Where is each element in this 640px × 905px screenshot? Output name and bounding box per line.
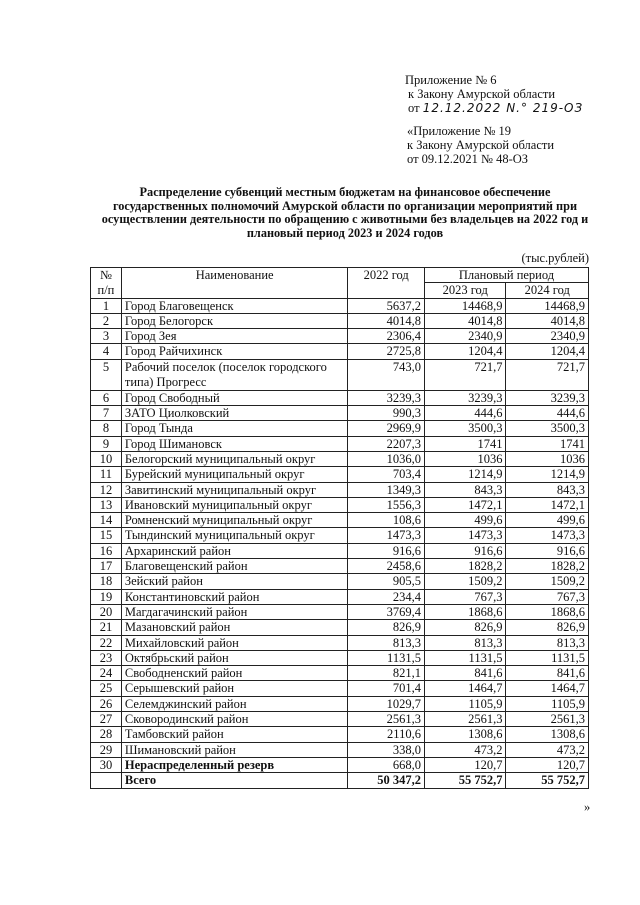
value-2023: 1308,6 xyxy=(424,727,506,742)
value-2024: 813,3 xyxy=(506,635,589,650)
table-row xyxy=(91,359,589,390)
value-2022: 2561,3 xyxy=(348,712,425,727)
value-2023: 444,6 xyxy=(424,406,506,421)
value-2023: 3239,3 xyxy=(424,390,506,405)
row-number: 28 xyxy=(91,727,122,742)
value-2023: 1464,7 xyxy=(424,681,506,696)
row-name: Мазановский район xyxy=(121,620,348,635)
closing-quote: » xyxy=(584,800,591,814)
value-2022: 821,1 xyxy=(348,666,425,681)
row-name: Город Белогорск xyxy=(121,313,348,328)
row-number: 23 xyxy=(91,650,122,665)
table-row xyxy=(91,513,589,528)
row-number: 29 xyxy=(91,742,122,757)
value-2024: 1509,2 xyxy=(506,574,589,589)
value-2024: 1828,2 xyxy=(506,559,589,574)
row-number: 19 xyxy=(91,589,122,604)
table-row xyxy=(91,574,589,589)
value-2024: 1473,3 xyxy=(506,528,589,543)
row-name: Зейский район xyxy=(121,574,348,589)
value-2022: 1349,3 xyxy=(348,482,425,497)
row-name: ЗАТО Циолковский xyxy=(121,406,348,421)
value-2022: 2725,8 xyxy=(348,344,425,359)
value-2024: 499,6 xyxy=(506,513,589,528)
row-name: Октябрьский район xyxy=(121,650,348,665)
value-2022: 4014,8 xyxy=(348,313,425,328)
value-2022: 813,3 xyxy=(348,635,425,650)
value-2023: 2340,9 xyxy=(424,329,506,344)
value-2023: 120,7 xyxy=(424,757,506,772)
value-2024: 1472,1 xyxy=(506,497,589,512)
value-2023: 1105,9 xyxy=(424,696,506,711)
row-number: 2 xyxy=(91,313,122,328)
table-row xyxy=(91,528,589,543)
table-row xyxy=(91,451,589,466)
header-plan-period: Плановый период xyxy=(424,268,588,283)
value-2023: 55 752,7 xyxy=(424,773,506,788)
value-2024: 4014,8 xyxy=(506,313,589,328)
header-num: № xyxy=(91,268,122,283)
row-number: 4 xyxy=(91,344,122,359)
row-number: 22 xyxy=(91,635,122,650)
table-row xyxy=(91,742,589,757)
value-2024: 444,6 xyxy=(506,406,589,421)
row-number: 30 xyxy=(91,757,122,772)
header-num2: п/п xyxy=(91,283,122,298)
value-2024: 1131,5 xyxy=(506,650,589,665)
table-row xyxy=(91,604,589,619)
value-2022: 1131,5 xyxy=(348,650,425,665)
row-number: 16 xyxy=(91,543,122,558)
value-2022: 1473,3 xyxy=(348,528,425,543)
law-date xyxy=(405,101,583,115)
appendix-number: Приложение № 6 xyxy=(405,73,497,87)
value-2023: 1214,9 xyxy=(424,467,506,482)
value-2024: 843,3 xyxy=(506,482,589,497)
handwritten-date-number: 12.12.2022 N.° 219-ОЗ xyxy=(422,101,584,115)
row-name: Магдагачинский район xyxy=(121,604,348,619)
row-name: Завитинский муниципальный округ xyxy=(121,482,348,497)
row-name: Нераспределенный резерв xyxy=(121,757,348,772)
row-number: 18 xyxy=(91,574,122,589)
table-row xyxy=(91,773,589,788)
table-row xyxy=(91,467,589,482)
value-2023: 1204,4 xyxy=(424,344,506,359)
table-row xyxy=(91,390,589,405)
table-row xyxy=(91,589,589,604)
header-2024: 2024 год xyxy=(506,283,589,298)
value-2022: 990,3 xyxy=(348,406,425,421)
value-2024: 1214,9 xyxy=(506,467,589,482)
row-name: Серышевский район xyxy=(121,681,348,696)
value-2022: 916,6 xyxy=(348,543,425,558)
value-2024: 767,3 xyxy=(506,589,589,604)
law-reference: к Закону Амурской области xyxy=(408,87,556,101)
value-2023: 1472,1 xyxy=(424,497,506,512)
value-2024: 1204,4 xyxy=(506,344,589,359)
row-number: 25 xyxy=(91,681,122,696)
value-2023: 499,6 xyxy=(424,513,506,528)
value-2024: 1105,9 xyxy=(506,696,589,711)
row-name: Белогорский муниципальный округ xyxy=(121,451,348,466)
row-name: Город Свободный xyxy=(121,390,348,405)
value-2023: 1828,2 xyxy=(424,559,506,574)
value-2024: 2561,3 xyxy=(506,712,589,727)
row-name: Тындинский муниципальный округ xyxy=(121,528,348,543)
value-2022: 1029,7 xyxy=(348,696,425,711)
row-number: 15 xyxy=(91,528,122,543)
row-number: 24 xyxy=(91,666,122,681)
row-name: Город Благовещенск xyxy=(121,298,348,313)
row-name: Ивановский муниципальный округ xyxy=(121,497,348,512)
row-name: Ромненский муниципальный округ xyxy=(121,513,348,528)
value-2022: 2110,6 xyxy=(348,727,425,742)
table-row xyxy=(91,313,589,328)
table-row xyxy=(91,497,589,512)
row-number: 7 xyxy=(91,406,122,421)
value-2023: 721,7 xyxy=(424,359,506,390)
value-2023: 1868,6 xyxy=(424,604,506,619)
value-2024: 1036 xyxy=(506,451,589,466)
value-2024: 826,9 xyxy=(506,620,589,635)
row-number: 9 xyxy=(91,436,122,451)
row-number: 14 xyxy=(91,513,122,528)
row-name: Селемджинский район xyxy=(121,696,348,711)
row-name: Бурейский муниципальный округ xyxy=(121,467,348,482)
value-2022: 2207,3 xyxy=(348,436,425,451)
value-2023: 767,3 xyxy=(424,589,506,604)
value-2024: 120,7 xyxy=(506,757,589,772)
value-2022: 701,4 xyxy=(348,681,425,696)
value-2022: 905,5 xyxy=(348,574,425,589)
header-2022: 2022 год xyxy=(348,268,425,299)
table-row xyxy=(91,650,589,665)
value-2024: 3239,3 xyxy=(506,390,589,405)
value-2023: 3500,3 xyxy=(424,421,506,436)
value-2023: 14468,9 xyxy=(424,298,506,313)
row-number: 1 xyxy=(91,298,122,313)
table-row xyxy=(91,543,589,558)
row-number xyxy=(91,773,122,788)
prev-law-reference: к Закону Амурской области xyxy=(407,138,555,152)
value-2022: 3239,3 xyxy=(348,390,425,405)
row-name: Тамбовский район xyxy=(121,727,348,742)
value-2024: 1741 xyxy=(506,436,589,451)
table-row xyxy=(91,421,589,436)
table-row xyxy=(91,559,589,574)
value-2024: 916,6 xyxy=(506,543,589,558)
table-header-row xyxy=(91,268,589,283)
value-2022: 2458,6 xyxy=(348,559,425,574)
value-2023: 1509,2 xyxy=(424,574,506,589)
row-number: 26 xyxy=(91,696,122,711)
row-number: 12 xyxy=(91,482,122,497)
value-2024: 473,2 xyxy=(506,742,589,757)
value-2022: 338,0 xyxy=(348,742,425,757)
row-number: 21 xyxy=(91,620,122,635)
row-name: Город Тында xyxy=(121,421,348,436)
value-2024: 55 752,7 xyxy=(506,773,589,788)
value-2022: 1036,0 xyxy=(348,451,425,466)
row-name: Михайловский район xyxy=(121,635,348,650)
row-number: 27 xyxy=(91,712,122,727)
value-2023: 2561,3 xyxy=(424,712,506,727)
table-row xyxy=(91,329,589,344)
value-2023: 813,3 xyxy=(424,635,506,650)
table-row xyxy=(91,696,589,711)
value-2022: 826,9 xyxy=(348,620,425,635)
value-2023: 826,9 xyxy=(424,620,506,635)
value-2024: 3500,3 xyxy=(506,421,589,436)
row-name: Город Райчихинск xyxy=(121,344,348,359)
value-2023: 1473,3 xyxy=(424,528,506,543)
value-2022: 2306,4 xyxy=(348,329,425,344)
row-name: Благовещенский район xyxy=(121,559,348,574)
value-2024: 1868,6 xyxy=(506,604,589,619)
value-2024: 721,7 xyxy=(506,359,589,390)
value-2022: 1556,3 xyxy=(348,497,425,512)
subsidy-table xyxy=(90,267,589,789)
value-2024: 1308,6 xyxy=(506,727,589,742)
value-2022: 3769,4 xyxy=(348,604,425,619)
value-2024: 14468,9 xyxy=(506,298,589,313)
row-name: Сковородинский район xyxy=(121,712,348,727)
prev-appendix-number: «Приложение № 19 xyxy=(407,124,512,138)
value-2023: 841,6 xyxy=(424,666,506,681)
row-number: 11 xyxy=(91,467,122,482)
table-row xyxy=(91,436,589,451)
appendix-reference xyxy=(405,73,583,115)
row-name: Рабочий поселок (поселок городского типа) Прогресс xyxy=(121,359,348,390)
table-row xyxy=(91,727,589,742)
row-name: Константиновский район xyxy=(121,589,348,604)
value-2023: 473,2 xyxy=(424,742,506,757)
value-2023: 4014,8 xyxy=(424,313,506,328)
row-name: Шимановский район xyxy=(121,742,348,757)
value-2022: 703,4 xyxy=(348,467,425,482)
row-number: 10 xyxy=(91,451,122,466)
table-row xyxy=(91,620,589,635)
date-prefix: от xyxy=(408,101,420,115)
table-row xyxy=(91,681,589,696)
header-name: Наименование xyxy=(121,268,348,299)
value-2024: 1464,7 xyxy=(506,681,589,696)
value-2024: 841,6 xyxy=(506,666,589,681)
document-title: Распределение субвенций местным бюджетам на финансовое обеспечение государственных полномочий Амурской области по организации мероприятий при осуществлении деятельности по обращению с животными без владельцев на 2022 год и плановый период 2023 и 2024 годов xyxy=(101,185,589,240)
value-2023: 916,6 xyxy=(424,543,506,558)
value-2023: 1741 xyxy=(424,436,506,451)
row-number: 3 xyxy=(91,329,122,344)
row-name: Свободненский район xyxy=(121,666,348,681)
row-number: 17 xyxy=(91,559,122,574)
value-2022: 234,4 xyxy=(348,589,425,604)
prev-law-date: от 09.12.2021 № 48-ОЗ xyxy=(407,152,529,166)
table-row xyxy=(91,666,589,681)
row-number: 20 xyxy=(91,604,122,619)
table-row xyxy=(91,757,589,772)
row-number: 8 xyxy=(91,421,122,436)
value-2022: 668,0 xyxy=(348,757,425,772)
row-number: 13 xyxy=(91,497,122,512)
row-number: 5 xyxy=(91,359,122,390)
value-2023: 843,3 xyxy=(424,482,506,497)
value-2022: 743,0 xyxy=(348,359,425,390)
row-name: Архаринский район xyxy=(121,543,348,558)
value-2022: 2969,9 xyxy=(348,421,425,436)
units-label: (тыс.рублей) xyxy=(521,251,589,265)
value-2023: 1036 xyxy=(424,451,506,466)
header-2023: 2023 год xyxy=(424,283,506,298)
table-row xyxy=(91,344,589,359)
table-row xyxy=(91,482,589,497)
row-number: 6 xyxy=(91,390,122,405)
value-2023: 1131,5 xyxy=(424,650,506,665)
table-row xyxy=(91,298,589,313)
previous-appendix-reference xyxy=(407,124,554,166)
value-2022: 50 347,2 xyxy=(348,773,425,788)
row-name: Всего xyxy=(121,773,348,788)
value-2022: 108,6 xyxy=(348,513,425,528)
row-name: Город Зея xyxy=(121,329,348,344)
table-row xyxy=(91,635,589,650)
table-row xyxy=(91,406,589,421)
row-name: Город Шимановск xyxy=(121,436,348,451)
table-row xyxy=(91,712,589,727)
value-2022: 5637,2 xyxy=(348,298,425,313)
value-2024: 2340,9 xyxy=(506,329,589,344)
